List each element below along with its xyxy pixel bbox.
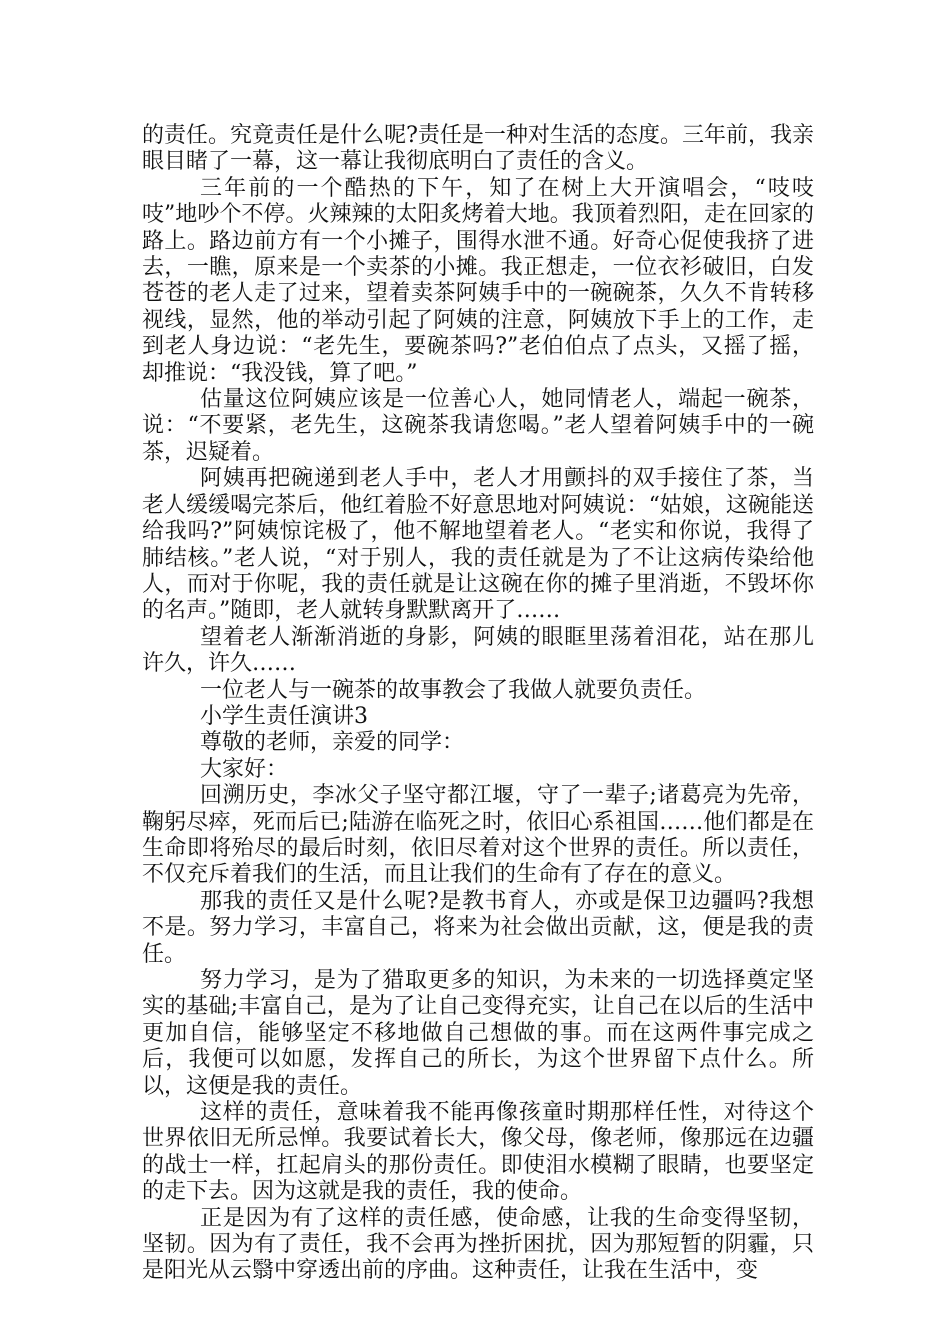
document-page bbox=[142, 123, 814, 1285]
paragraph-5: 望着老人渐渐消逝的身影，阿姨的眼眶里荡着泪花，站在那儿许久，许久…… bbox=[142, 624, 814, 677]
paragraph-3: 估量这位阿姨应该是一位善心人，她同情老人，端起一碗茶，说：“不要紧，老先生，这碗茶我请您喝。”老人望着阿姨手中的一碗茶，迟疑着。 bbox=[142, 387, 814, 465]
paragraph-12: 努力学习，是为了猎取更多的知识，为未来的一切选择奠定坚实的基础;丰富自己，是为了让自己变得充实，让自己在以后的生活中更加自信，能够坚定不移地做自己想做的事。而在这两件事完成之后，我便可以如愿，发挥自己的所长，为这个世界留下点什么。所以，这便是我的责任。 bbox=[142, 968, 814, 1099]
section-heading: 小学生责任演讲3 bbox=[200, 703, 368, 729]
paragraph-1: 的责任。究竟责任是什么呢?责任是一种对生活的态度。三年前，我亲眼目睹了一幕，这一幕让我彻底明白了责任的含义。 bbox=[142, 123, 814, 175]
paragraph-6: 一位老人与一碗茶的故事教会了我做人就要负责任。 bbox=[200, 677, 707, 703]
paragraph-2: 三年前的一个酷热的下午，知了在树上大开演唱会，“吱吱吱”地吵个不停。火辣辣的太阳炙烤着大地。我顶着烈阳，走在回家的路上。路边前方有一个小摊子，围得水泄不通。好奇心促使我挤了进去，一瞧，原来是一个卖茶的小摊。我正想走，一位衣衫破旧，白发苍苍的老人走了过来，望着卖茶阿姨手中的一碗碗茶，久久不肯转移视线，显然，他的举动引起了阿姨的注意，阿姨放下手上的工作，走到老人身边说：“老先生，要碗茶吗?”老伯伯点了点头，又摇了摇，却推说：“我没钱，算了吧。” bbox=[142, 175, 814, 386]
greeting: 大家好： bbox=[200, 756, 289, 782]
salutation: 尊敬的老师，亲爱的同学： bbox=[200, 730, 465, 756]
paragraph-13: 这样的责任，意味着我不能再像孩童时期那样任性，对待这个世界依旧无所忌惮。我要试着长大，像父母，像老师，像那远在边疆的战士一样，扛起肩头的那份责任。即使泪水模糊了眼睛，也要坚定的走下去。因为这就是我的责任，我的使命。 bbox=[142, 1100, 814, 1205]
paragraph-14: 正是因为有了这样的责任感，使命感，让我的生命变得坚韧，坚韧。因为有了责任，我不会再为挫折困扰，因为那短暂的阴霾，只是阳光从云翳中穿透出前的序曲。这种责任，让我在生活中，变 bbox=[142, 1205, 814, 1284]
paragraph-11: 那我的责任又是什么呢?是教书育人，亦或是保卫边疆吗?我想不是。努力学习，丰富自己，将来为社会做出贡献，这，便是我的责任。 bbox=[142, 888, 814, 967]
paragraph-4: 阿姨再把碗递到老人手中，老人才用颤抖的双手接住了茶，当老人缓缓喝完茶后，他红着脸不好意思地对阿姨说：“姑娘，这碗能送给我吗?”阿姨惊诧极了，他不解地望着老人。“老实和你说，我得了肺结核。”老人说，“对于别人，我的责任就是为了不让这病传染给他人，而对于你呢，我的责任就是让这碗在你的摊子里消逝，不毁坏你的名声。”随即，老人就转身默默离开了…… bbox=[142, 466, 814, 624]
paragraph-10: 回溯历史，李冰父子坚守都江堰，守了一辈子;诸葛亮为先帝，鞠躬尽瘁，死而后已;陆游在临死之时，依旧心系祖国……他们都是在生命即将殆尽的最后时刻，依旧尽着对这个世界的责任。所以责任，不仅充斥着我们的生活，而且让我们的生命有了存在的意义。 bbox=[142, 783, 814, 888]
